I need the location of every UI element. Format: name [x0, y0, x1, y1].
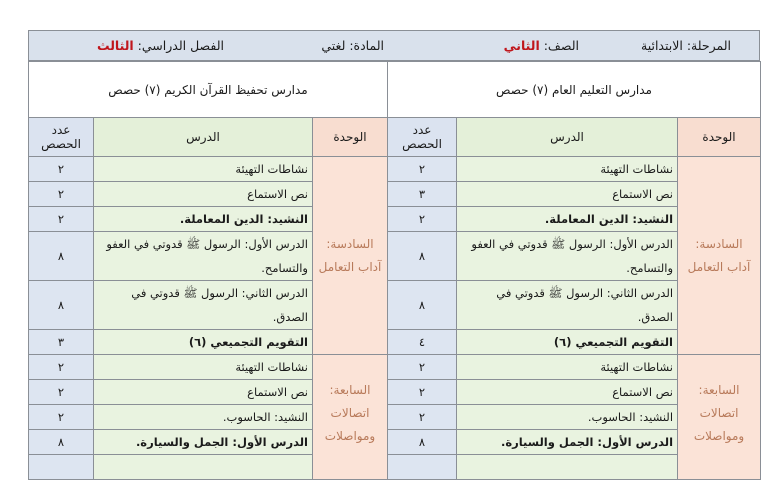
table-row: [29, 281, 761, 330]
count-cell: ٣: [29, 330, 94, 355]
lesson-cell: نص الاستماع: [457, 182, 678, 207]
count-cell: ٨: [388, 232, 457, 281]
lesson-cell: الدرس الأول: الرسول ﷺ قدوتي في العفو والتسامح.: [457, 232, 678, 281]
lesson-cell: نشاطات التهيئة: [457, 355, 678, 380]
count-cell: ٨: [388, 281, 457, 330]
count-cell: ٣: [388, 182, 457, 207]
table-row: [29, 182, 761, 207]
term-value: الثالث: [96, 38, 134, 53]
table-row: [29, 380, 761, 405]
count-cell: ٢: [29, 182, 94, 207]
lesson-cell: نشاطات التهيئة: [94, 355, 313, 380]
count-cell: ٢: [388, 207, 457, 232]
lesson-cell: نص الاستماع: [94, 380, 313, 405]
lesson-cell: الدرس الأول: الجمل والسيارة.: [457, 430, 678, 455]
count-cell: ٢: [29, 405, 94, 430]
table-row: [29, 207, 761, 232]
lesson-cell: نص الاستماع: [94, 182, 313, 207]
lesson-cell: [94, 455, 313, 480]
stage-label: المرحلة: الابتدائية: [641, 38, 731, 53]
lesson-cell: التقويم التجميعي (٦): [94, 330, 313, 355]
count-cell: ٢: [388, 355, 457, 380]
unit-cell: السادسة: آداب التعامل: [313, 157, 388, 355]
term-label: الفصل الدراسي: الثالث: [96, 38, 224, 53]
unit-header: الوحدة: [678, 118, 761, 157]
count-cell: ٨: [29, 232, 94, 281]
grade-label: الصف: الثاني: [503, 38, 579, 53]
count-cell: ٢: [29, 355, 94, 380]
count-cell: ٤: [388, 330, 457, 355]
lesson-cell: النشيد: الدين المعاملة.: [94, 207, 313, 232]
count-cell: ٢: [29, 157, 94, 182]
count-header: عدد الحصص: [388, 118, 457, 157]
general-schools-heading: مدارس التعليم العام (٧) حصص: [388, 62, 761, 118]
count-cell: ٢: [388, 157, 457, 182]
count-cell: ٨: [388, 430, 457, 455]
lesson-cell: الدرس الثاني: الرسول ﷺ قدوتي في الصدق.: [457, 281, 678, 330]
unit-cell: السابعة: اتصالات ومواصلات: [678, 355, 761, 480]
lessons-table: [28, 61, 761, 480]
subject-label: المادة: لغتي: [321, 38, 384, 53]
table-row: [29, 330, 761, 355]
count-cell: ٢: [388, 380, 457, 405]
lesson-cell: النشيد: الحاسوب.: [457, 405, 678, 430]
count-cell: ٨: [29, 430, 94, 455]
plan-sheet: [28, 30, 760, 480]
count-cell: ٢: [29, 380, 94, 405]
count-cell: ٢: [388, 405, 457, 430]
unit-cell: السادسة: آداب التعامل: [678, 157, 761, 355]
unit-cell: السابعة: اتصالات ومواصلات: [313, 355, 388, 480]
unit-header: الوحدة: [313, 118, 388, 157]
lesson-cell: الدرس الثاني: الرسول ﷺ قدوتي في الصدق.: [94, 281, 313, 330]
lesson-cell: نص الاستماع: [457, 380, 678, 405]
lesson-cell: [457, 455, 678, 480]
table-row: [29, 430, 761, 455]
lesson-cell: الدرس الأول: الرسول ﷺ قدوتي في العفو والتسامح.: [94, 232, 313, 281]
count-header: عدد الحصص: [29, 118, 94, 157]
lesson-cell: نشاطات التهيئة: [457, 157, 678, 182]
lesson-cell: التقويم التجميعي (٦): [457, 330, 678, 355]
lesson-cell: نشاطات التهيئة: [94, 157, 313, 182]
count-cell: [29, 455, 94, 480]
table-row: [29, 455, 761, 480]
lesson-header: الدرس: [457, 118, 678, 157]
count-cell: ٨: [29, 281, 94, 330]
count-cell: [388, 455, 457, 480]
table-row: [29, 157, 761, 182]
table-row: [29, 355, 761, 380]
table-row: [29, 405, 761, 430]
lesson-cell: النشيد: الدين المعاملة.: [457, 207, 678, 232]
info-bar: [28, 30, 760, 61]
count-cell: ٢: [29, 207, 94, 232]
grade-value: الثاني: [503, 38, 540, 53]
quran-schools-heading: مدارس تحفيظ القرآن الكريم (٧) حصص: [29, 62, 388, 118]
table-row: [29, 232, 761, 281]
lesson-cell: الدرس الأول: الجمل والسيارة.: [94, 430, 313, 455]
lesson-cell: النشيد: الحاسوب.: [94, 405, 313, 430]
lesson-header: الدرس: [94, 118, 313, 157]
